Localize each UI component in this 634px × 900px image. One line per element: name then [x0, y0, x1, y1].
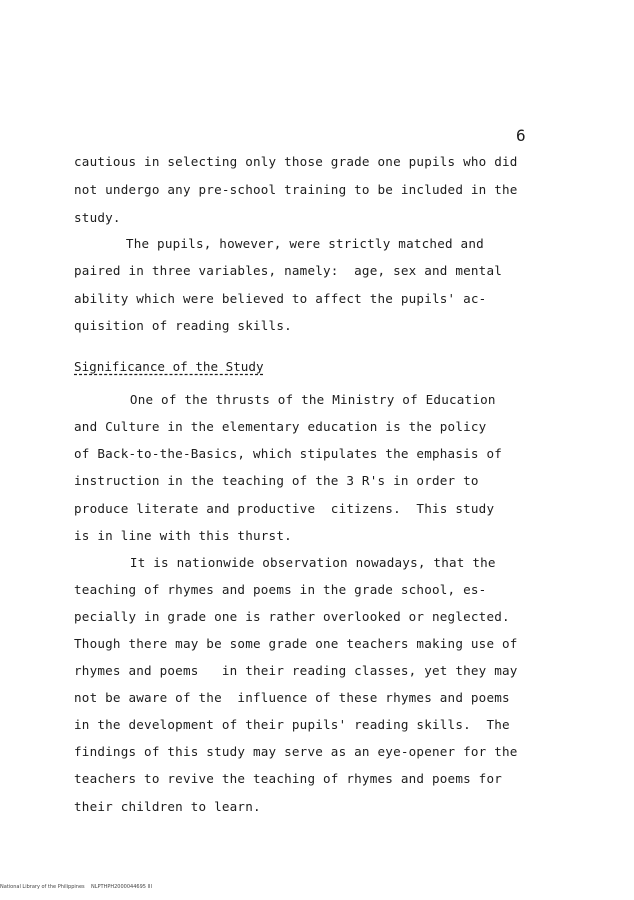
paragraph-line: One of the thrusts of the Ministry of Education — [91, 392, 496, 407]
paragraph-line: ability which were believed to affect the pupils' ac- — [74, 291, 487, 306]
paragraph-line: pecially in grade one is rather overlooked or neglected. — [74, 609, 510, 624]
paragraph-line: teachers to revive the teaching of rhymes and poems for — [74, 771, 503, 786]
paragraph-line: and Culture in the elementary education is the policy — [74, 419, 487, 434]
section-heading: Significance of the Study — [74, 359, 264, 374]
paragraph-line: study. — [74, 210, 121, 225]
paragraph-line: Though there may be some grade one teachers making use of — [74, 636, 518, 651]
paragraph-line: teaching of rhymes and poems in the grade school, es- — [74, 582, 487, 597]
paragraph-line: not undergo any pre-school training to be included in the — [74, 182, 518, 197]
paragraph-line: in the development of their pupils' reading skills. The — [74, 717, 510, 732]
paragraph-line: their children to learn. — [74, 799, 261, 814]
paragraph-line: is in line with this thurst. — [74, 528, 292, 543]
paragraph-line: produce literate and productive citizens. This study — [74, 501, 495, 516]
paragraph-line: findings of this study may serve as an eye-opener for the — [74, 744, 518, 759]
paragraph-line: instruction in the teaching of the 3 R's in order to — [74, 473, 479, 488]
paragraph-line: It is nationwide observation nowadays, that the — [91, 555, 496, 570]
paragraph-line: cautious in selecting only those grade one pupils who did — [74, 154, 518, 169]
library-footer: National Library of the Philippines NLPTHPH2000044695 III — [0, 884, 152, 890]
paragraph-line: not be aware of the influence of these rhymes and poems — [74, 690, 510, 705]
paragraph-line: quisition of reading skills. — [74, 318, 292, 333]
paragraph-line: of Back-to-the-Basics, which stipulates the emphasis of — [74, 446, 503, 461]
paragraph-line: paired in three variables, namely: age, sex and mental — [74, 263, 503, 278]
page-number: 6 — [516, 126, 526, 145]
paragraph-line: rhymes and poems in their reading classes, yet they may — [74, 663, 518, 678]
paragraph-line: The pupils, however, were strictly matched and — [87, 236, 484, 251]
